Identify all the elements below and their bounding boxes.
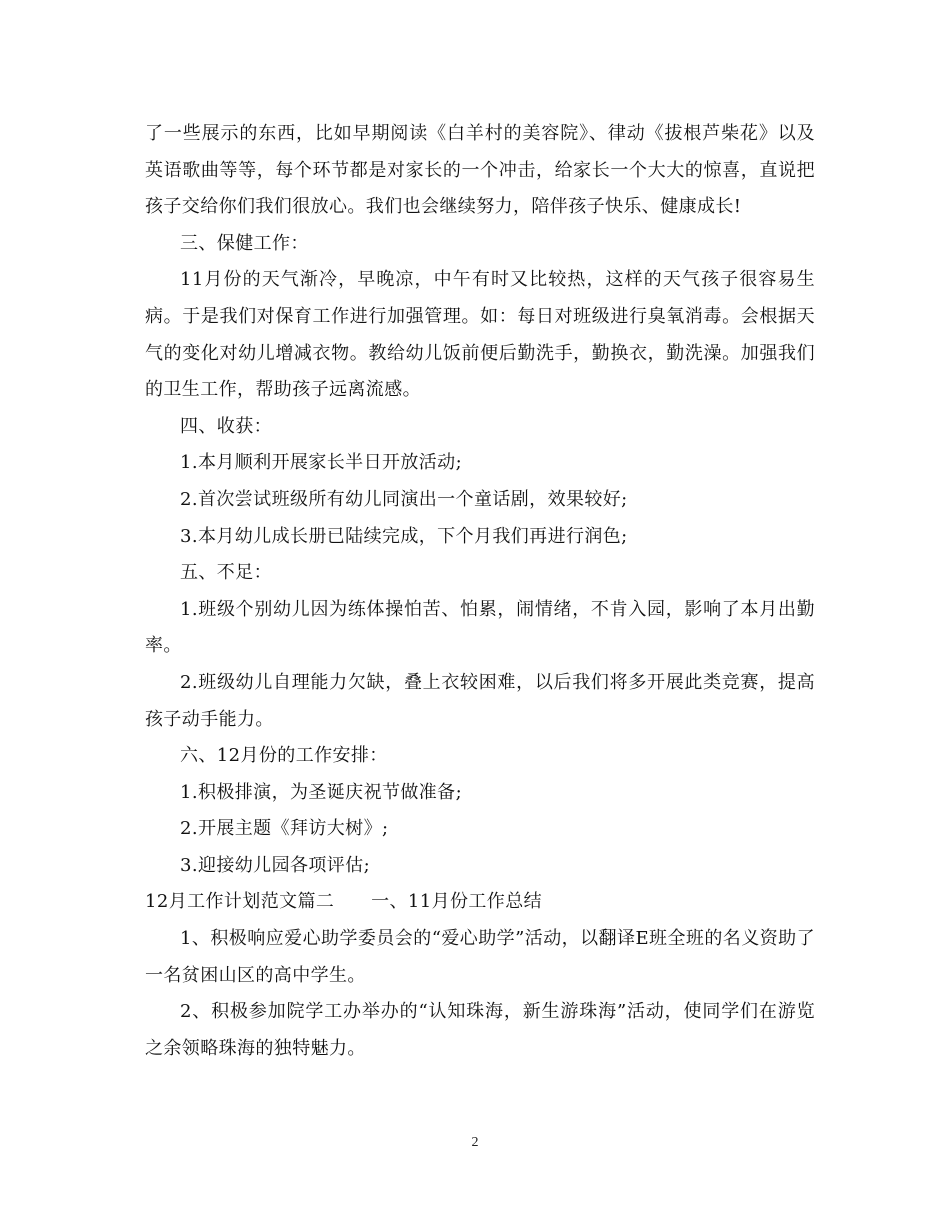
list-item-summary-1: 1、积极响应爱心助学委员会的“爱心助学”活动，以翻译E班全班的名义资助了一名贫困山区的高中学生。: [145, 928, 815, 986]
article-title-sample-two: 12月工作计划范文篇二 一、11月份工作总结: [145, 891, 543, 913]
list-item-plan-3: 3.迎接幼儿园各项评估;: [180, 854, 371, 876]
list-item-shortcoming-1: 1.班级个别幼儿因为练体操怕苦、怕累，闹情绪，不肯入园，影响了本月出勤率。: [145, 598, 815, 657]
list-item-summary-2: 2、积极参加院学工办举办的“认知珠海，新生游珠海”活动，使同学们在游览之余领略珠海的独特魅力。: [145, 1001, 815, 1059]
section-heading-shortcomings: 五、不足：: [180, 562, 272, 584]
list-item-gain-2: 2.首次尝试班级所有幼儿同演出一个童话剧，效果较好;: [180, 488, 628, 510]
page-number: 2: [471, 1135, 479, 1150]
section-heading-health-work: 三、保健工作：: [180, 232, 309, 254]
section-heading-december-plan: 六、12月份的工作安排：: [180, 745, 388, 767]
section-heading-gains: 四、收获：: [180, 415, 272, 437]
paragraph-activity-summary: 了一些展示的东西，比如早期阅读《白羊村的美容院》、律动《拔根芦柴花》以及英语歌曲等等，每个环节都是对家长的一个冲击，给家长一个大大的惊喜，直说把孩子交给你们我们很放心。我们也会继续努力，陪伴孩子快乐、健康成长!: [145, 123, 815, 218]
list-item-gain-3: 3.本月幼儿成长册已陆续完成，下个月我们再进行润色;: [180, 525, 628, 547]
list-item-plan-1: 1.积极排演，为圣诞庆祝节做准备;: [180, 781, 463, 803]
list-item-gain-1: 1.本月顺利开展家长半日开放活动;: [180, 452, 463, 474]
paragraph-health-work: 11月份的天气渐冷，早晚凉，中午有时又比较热，这样的天气孩子很容易生病。于是我们对保育工作进行加强管理。如：每日对班级进行臭氧消毒。会根据天气的变化对幼儿增减衣物。教给幼儿饭前便后勤洗手，勤换衣，勤洗澡。加强我们的卫生工作，帮助孩子远离流感。: [145, 269, 815, 401]
list-item-plan-2: 2.开展主题《拜访大树》;: [180, 818, 389, 840]
page-body: [145, 116, 815, 1067]
list-item-shortcoming-2: 2.班级幼儿自理能力欠缺，叠上衣较困难，以后我们将多开展此类竞赛，提高孩子动手能力。: [145, 671, 815, 730]
